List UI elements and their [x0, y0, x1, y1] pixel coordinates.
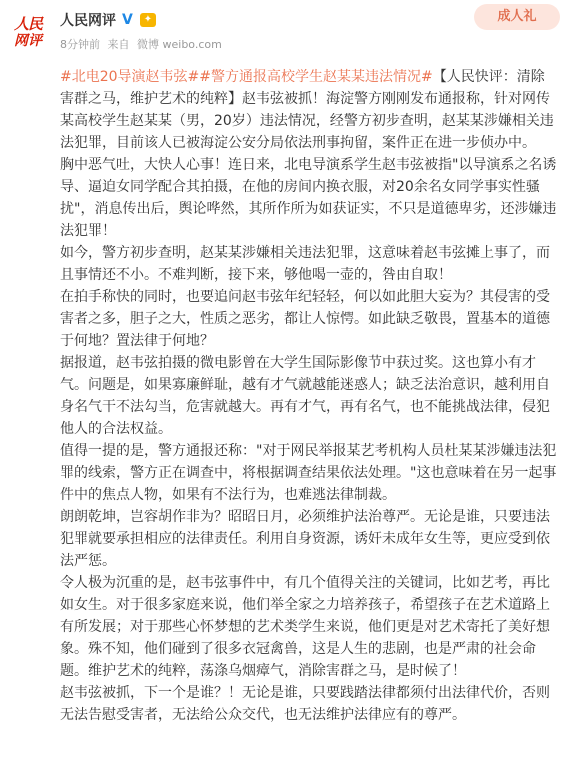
vip-icon: ✦ — [140, 13, 156, 27]
paragraph-9: 赵韦弦被抓，下一个是谁？！无论是谁，只要践踏法律都须付出法律代价，否则无法告慰受害者，无法给公众交代，也无法维护法律应有的尊严。 — [60, 685, 550, 723]
hashtag-link[interactable]: #北电20导演赵韦弦# — [60, 69, 200, 85]
paragraph-7: 朗朗乾坤，岂容胡作非为？昭昭日月，必须维护法治尊严。无论是谁，只要违法犯罪就要承担相应的法律责任。利用自身资源，诱奸未成年女生等，更应受到依法严惩。 — [60, 509, 550, 569]
avatar-text-line2: 网评 — [14, 32, 42, 49]
post-meta — [60, 36, 226, 52]
paragraph-6: 值得一提的是，警方通报还称："对于网民举报某艺考机构人员杜某某涉嫌违法犯罪的线索，警方正在调查中，将根据调查结果依法处理。"这也意味着在另一起事件中的焦点人物，如果有不法行为，也难逃法律制裁。 — [60, 443, 557, 503]
paragraph-2: 胸中恶气吐，大快人心事！连日来，北电导演系学生赵韦弦被指"以导演系之名诱导、逼迫女同学配合其拍摄，在他的房间内换衣服，对20余名女同学事实性骚扰"，消息传出后，舆论哗然，其所作所为如获证实，不只是道德卑劣，还涉嫌违法犯罪！ — [60, 157, 557, 239]
paragraph-5: 据报道，赵韦弦拍摄的微电影曾在大学生国际影像节中获过奖。这也算小有才气。问题是，如果寡廉鲜耻，越有才气就越能迷惑人；缺乏法治意识，越利用自身名气干不法勾当，危害就越大。再有才气，再有名气，也不能挑战法律，侵犯他人的合法权益。 — [60, 355, 550, 437]
post-content — [60, 66, 558, 726]
hashtag-link[interactable]: #警方通报高校学生赵某某违法情况# — [199, 69, 433, 85]
paragraph-8: 令人极为沉重的是，赵韦弦事件中，有几个值得关注的关键词，比如艺考，再比如女生。对于很多家庭来说，他们举全家之力培养孩子，希望孩子在艺术道路上有所发展；对于那些心怀梦想的艺术类学生来说，他们更是对艺术寄托了美好想象。殊不知，他们碰到了很多衣冠禽兽，这是人生的悲剧，也是严肃的社会命题。维护艺术的纯粹，荡涤乌烟瘴气，消除害群之马，是时候了！ — [60, 575, 550, 679]
paragraph-1 — [60, 66, 558, 154]
avatar-text-line1: 人民 — [13, 14, 42, 33]
paragraph-3: 如今，警方初步查明，赵某某涉嫌相关违法犯罪，这意味着赵韦弦摊上事了，而且事情还不小。不难判断，接下来，够他喝一壶的，咎由自取！ — [60, 245, 550, 283]
avatar[interactable] — [8, 8, 48, 56]
badge-coming-of-age[interactable]: 成人礼 — [474, 4, 560, 30]
author-row — [60, 10, 156, 30]
paragraph-4: 在拍手称快的同时，也要追问赵韦弦年纪轻轻，何以如此胆大妄为？其侵害的受害者之多，胆子之大，性质之恶劣，都让人惊愕。如此缺乏敬畏，置基本的道德于何地？置法律于何地？ — [60, 289, 550, 349]
post-source[interactable]: 微博 weibo.com — [137, 38, 222, 51]
source-prefix: 来自 — [107, 38, 130, 51]
post-time[interactable]: 8分钟前 — [60, 38, 100, 51]
post-header — [0, 0, 578, 66]
author-name[interactable]: 人民网评 — [60, 13, 116, 29]
paragraph-text: 【人民快评：清除害群之马，维护艺术的纯粹】赵韦弦被抓！海淀警方刚刚发布通报称，针对网传某高校学生赵某某（男，20岁）违法情况，经警方初步查明，赵某某涉嫌相关违法犯罪，目前该人已被海淀公安分局依法刑事拘留，案件正在进一步侦办中。 — [60, 69, 554, 151]
verified-icon: V — [122, 12, 133, 28]
